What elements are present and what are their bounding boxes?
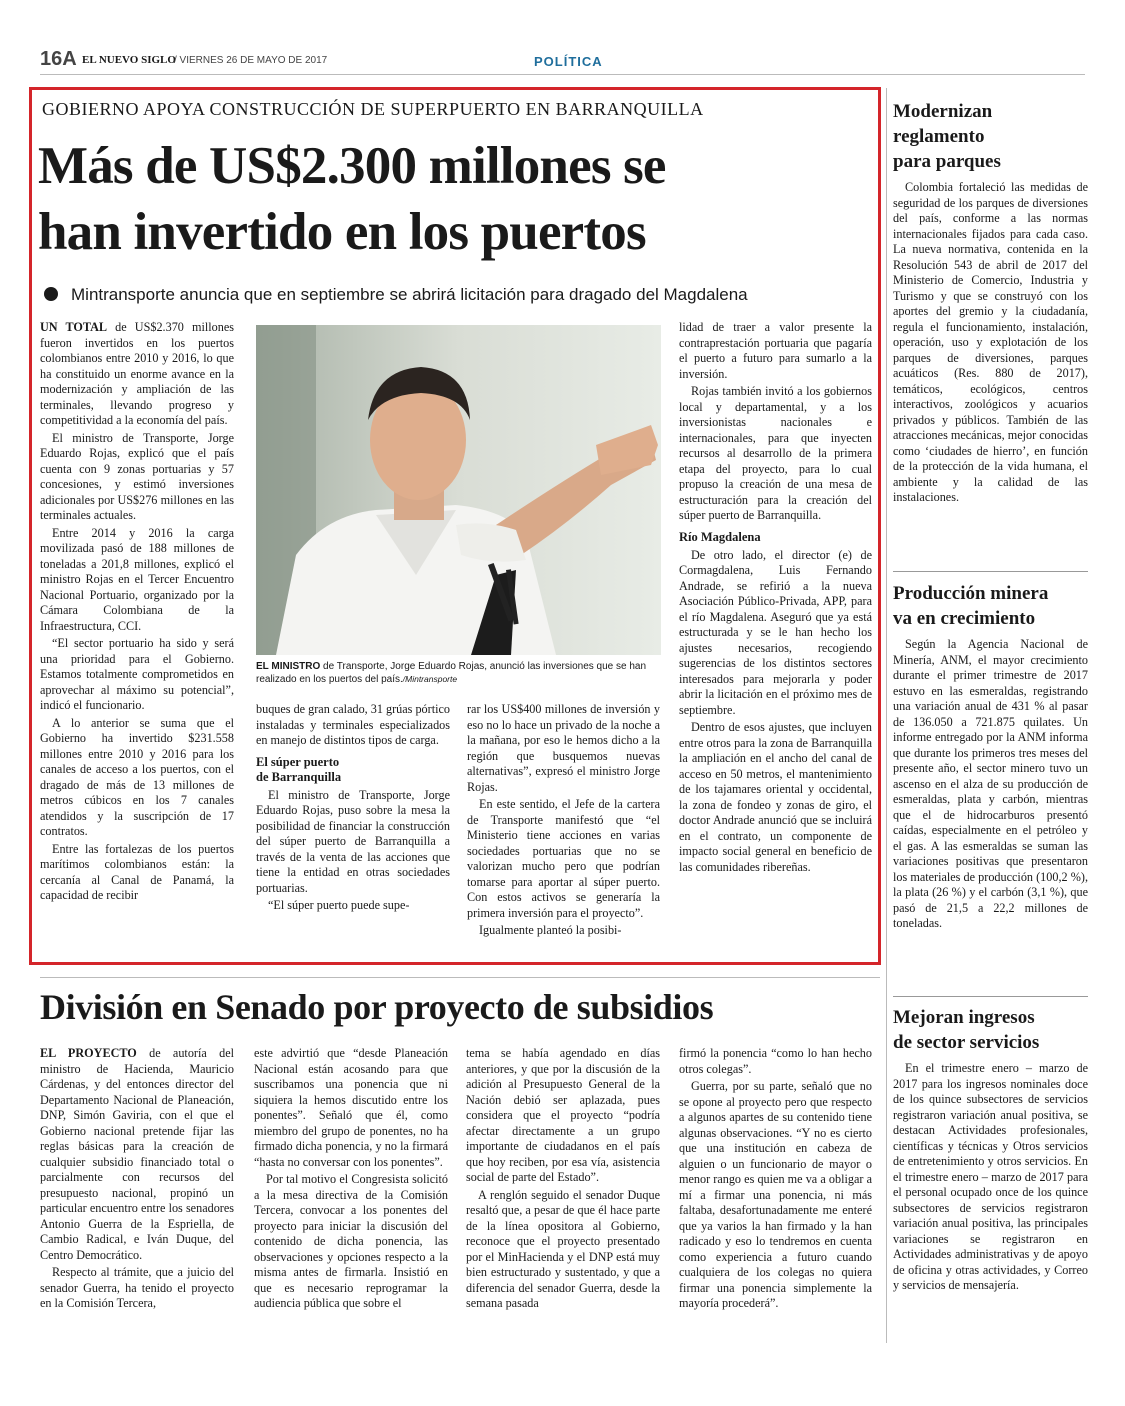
paragraph: A lo anterior se suma que el Gobierno ha invertido $231.558 millones entre 2010 y 2016 para los canales de acceso a los puertos, con el dragado de más de 13 millones de metros cúbicos en los 7 canales atendidos y la suscripción de 17 contratos. [40,715,234,838]
title-line: Mejoran ingresos [893,1007,1035,1028]
paragraph: De otro lado, el director (e) de Cormagdalena, Luis Fernando Andrade, se refirió a la nueva Asociación Público-Privada, APP, para el río Magdalena. Aseguró que ya está estructurada y se le han hecho los ajustes necesarios, recogiendo sugerencias de los distintos sectores interesados para mejorarla y poder abrir la licitación en el próximo mes de septiembre. [679,547,872,717]
subheading: Río Magdalena [679,529,761,544]
paragraph: tema se había agendado en días anteriores, y que por la discusión de la adición al Presupuesto General de la Nación debió ser aplazada, pues considera que el proyecto “podría afectar directamente a un grupo importante de ciudadanos en el país que hoy reciben, por esa vía, asistencia social de parte del Estado”. [466,1046,660,1184]
paragraph [40,320,234,429]
subheading [256,755,450,785]
title-line: de sector servicios [893,1032,1040,1053]
paragraph: lidad de traer a valor presente la contraprestación portuaria que pagaría el puerto a futuro para sumarlo a la inversión. [679,320,872,381]
senate-column-3 [466,1046,660,1314]
paragraph: “El súper puerto puede supe- [268,898,410,912]
title-line: reglamento [893,126,985,147]
minister-photo [256,325,661,655]
subheading-line: de Barranquilla [256,769,342,784]
sidebar-body [893,637,1088,932]
paragraph: firmó la ponencia “como lo han hecho otros colegas”. [679,1046,872,1076]
paragraph: rar los US$400 millones de inversión y eso no lo hace un privado de la noche a la mañana, por eso le hemos dicho a la región que busquemos nuevas alternativas”, expresó el ministro Jorge Rojas. [467,702,660,794]
photo-credit: /Mintransporte [402,674,458,684]
article-column-2 [256,702,450,916]
photo-illustration [256,325,661,655]
section-label: POLÍTICA [534,54,603,69]
paragraph: buques de gran calado, 31 grúas pórtico instaladas y terminales especializados en manejo de distintos tipos de carga. [256,702,450,747]
senate-column-1 [40,1046,234,1314]
paragraph: Guerra, por su parte, señaló que no se opone al proyecto pero que respecto a algunos apartes de su contenido tiene algunas observaciones. “Y no es cierto que una institución en cabeza de alguien o un funcionario de mayor o menor rango es quien me va a obligar a mí a firmar una ponencia, ni más faltaba, desafortunadamente me enteré que ya varios la han firmado y la han radicado y eso lo tendremos en cuenta como experiencia a futuro cuando cualquiera de los colegas no quiera firmar una ponencia simplemente la mayoría procederá”. [679,1079,872,1310]
senate-column-4 [679,1046,872,1314]
sidebar-divider [893,571,1088,572]
sidebar-title [893,1005,1088,1055]
article-kicker: GOBIERNO APOYA CONSTRUCCIÓN DE SUPERPUERTO EN BARRANQUILLA [42,99,704,119]
sidebar-body [893,1061,1088,1294]
paragraph: Entre las fortalezas de los puertos marítimos colombianos están: la cercanía al Canal de Panamá, la capacidad de recibir [40,841,234,902]
title-line: va en crecimiento [893,608,1036,629]
paragraph: Dentro de esos ajustes, que incluyen entre otros para la zona de Barranquilla la ampliación en el ancho del canal de acceso en 50 metros, el mantenimiento de los tajamares oriental y occidental, la zona de fondeo y zonas de giro, el doctor Andrade anunció que se incluirá en el contrato, un componente de impacto social general en beneficio de las comunidades ribereñas. [679,720,872,874]
sidebar-story-mineria [893,581,1088,934]
paragraph: Respecto al trámite, que a juicio del senador Guerra, ha tenido el proyecto en la Comisión Tercera, [40,1265,234,1310]
paragraph: este advirtió que “desde Planeación Nacional están acosando para que suscribamos una ponencia que ni siquiera la hemos discutido entre los ponentes”. Señaló que él, como miembro del grupo de ponentes, no ha firmado dicha ponencia, y no la firmará “hasta no conversar con los ponentes”. [254,1046,448,1169]
paragraph: Colombia fortaleció las medidas de seguridad de los parques de diversiones del país, conforme a las normas internacionales fijados para cada caso. La nueva normativa, contenida en la Resolución 543 de abril de 2017 del Ministerio de Comercio, Industria y Turismo y que se construyó con los aportes del gremio y la ciudadanía, regula el funcionamiento, instalación, operación, uso y explotación de los parques de diversiones, parques acuáticos (Res. 880 de 2017), temáticos, ecológicos, centros interactivos, zoológicos y acuarios privados y públicos. También de las atracciones mecánicas, mejor conocidas como ‘ciudades de hierro’, en función de la protección de la vida humana, el ambiente y la calidad de las instalaciones. [893,180,1088,504]
headline-line: Más de US$2.300 millones se [38,137,666,195]
paragraph: El ministro de Transporte, Jorge Eduardo Rojas, explicó que el país cuenta con 9 zonas portuarias y 57 concesiones, y estimó inversiones adicionales por US$276 millones en las terminales actuales. [40,430,234,522]
article-deck: Mintransporte anuncia que en septiembre se abrirá licitación para dragado del Magdalena [71,285,748,304]
paragraph: Entre 2014 y 2016 la carga movilizada pasó de 188 millones de toneladas a 201,8 millones, explicó el ministro Rojas en el Tercer Encuentro Nacional Portuario, organizado por la Cámara Colombiana de la Infraestructura, CCI. [40,525,234,633]
sidebar-divider [893,996,1088,997]
paragraph: En este sentido, el Jefe de la cartera de Transporte manifestó que “el Ministerio tiene acciones en varias sociedades portuarias que no se valorizan mucho pero que podrían tomarse para aportar al súper puerto. Con estos activos se generaría la primera inversión para el proyecto”. [467,797,660,920]
paragraph-text: de US$2.370 millones fueron invertidos en los puertos colombianos entre 2010 y 2016, lo que ha constituido un enorme avance en la modernización y ampliación de las terminales, llevando progreso y competitividad a la economía del país. [40,320,234,427]
article-column-1 [40,320,234,906]
title-line: para parques [893,151,1001,172]
paragraph: A renglón seguido el senador Duque resaltó que, a pesar de que él hace parte de la línea opositora al Gobierno, reconoce que el proyecto presentado por el MinHacienda y el DNP está muy bien estructurado y sustentado, y que a diferencia del senador Guerra, desde la semana pasada [466,1187,660,1310]
lead-in: UN TOTAL [40,320,108,334]
paragraph: Igualmente planteó la posibi- [479,923,622,937]
caption-lead: EL MINISTRO [256,661,321,672]
title-line: Producción minera [893,583,1049,604]
article-headline [38,133,858,265]
headline-line: han invertido en los puertos [38,203,646,261]
paragraph: “El sector portuario ha sido y será una prioridad para el Gobierno. Estamos totalmente comprometidos en aprovechar al máximo su potencial”, indicó el funcionario. [40,636,234,712]
paragraph: Por tal motivo el Congresista solicitó a la mesa directiva de la Comisión Tercera, convocar a los ponentes del proyecto para iniciar la discusión del contenido de dicha ponencia, las observaciones y opciones respecto a la misma antes de firmarla. Insistió en que es necesario reprogramar la audiencia pública que sobre el [254,1172,448,1310]
sidebar-body [893,180,1088,506]
caption-text: de Transporte, Jorge Eduardo Rojas, anunció las inversiones que se han realizado en los puertos del país. [256,661,647,685]
newspaper-name: EL NUEVO SIGLO [82,54,176,66]
paragraph: Según la Agencia Nacional de Minería, ANM, el mayor crecimiento durante el primer trimestre de 2017 estuvo en las esmeraldas, registrando una variación anual de 431 % al pasar de 136.050 a 721.875 quilates. Un informe entregado por la ANM informa que durante los primeros tres meses del presente año, el sector minero tuvo un ascenso en el alza de su producción de esmeraldas, plata y carbón, mientras que el de hidrocarburos presentó caídas, especialmente en el petróleo y el gas. A las esmeraldas se suman las variaciones positivas que presentaron los materiales de producción (100,2 %), la plata (26 %) y el carbón (3,1 %), que pasó de 21,5 a 22,2 millones de toneladas. [893,637,1088,930]
paragraph: Rojas también invitó a los gobiernos local y departamental, y a los inversionistas nacionales e internacionales, para que inyecten recursos al desarrollo de la primera etapa del proyecto, para lo cual propuso la creación de una mesa de estructuración para la creación del súper puerto de Barranquilla. [679,384,872,522]
page-number: 16A [40,48,77,70]
article-divider [40,977,880,978]
bullet-icon [44,287,58,301]
paragraph [40,1046,234,1263]
paragraph-text: de autoría del ministro de Hacienda, Mauricio Cárdenas, y del entonces director del Departamento Nacional de Planeación, DNP, Simón Gaviria, con el que el Gobierno nacional pretende fijar las reglas básicas para la creación de cualquier subsidio financiado total o parcialmente con recursos del presupuesto nacional, propinó un particular encuentro entre los senadores Antonio Guerra de la Espriella, de Cambio Radical, e Iván Duque, del Centro Democrático. [40,1046,234,1262]
issue-date: / VIERNES 26 DE MAYO DE 2017 [174,55,328,66]
sidebar-title [893,99,1088,174]
article-column-4 [679,320,872,877]
photo-caption [256,660,661,686]
lead-in: EL PROYECTO [40,1046,137,1060]
paragraph: En el trimestre enero – marzo de 2017 para los ingresos nominales doce de los quince subsectores de servicios registraron variación anual positiva, se destacan Actividades profesionales, científicas y técnicas y Otros servicios de entretenimiento y otros servicios. En el trimestre enero – marzo de 2017 para el personal ocupado once de los quince subsectores de servicios registraron variación anual positiva, las principales variaciones se registraron en Actividades administrativas y de apoyo de oficina y otras actividades, y Correo y servicios de mensajería. [893,1061,1088,1292]
sidebar-title [893,581,1088,631]
paragraph: El ministro de Transporte, Jorge Eduardo Rojas, puso sobre la mesa la posibilidad de financiar la construcción del súper puerto de Barranquilla a través de la venta de las acciones que tiene la entidad en otras sociedades portuarias. [256,787,450,895]
senate-column-2 [254,1046,448,1314]
sidebar-story-servicios [893,1005,1088,1296]
header-divider [40,74,1085,75]
title-line: Modernizan [893,101,993,122]
senate-headline: División en Senado por proyecto de subsidios [40,987,714,1027]
column-divider [886,88,887,1343]
sidebar-story-parques [893,99,1088,508]
article-column-3 [467,702,660,941]
page-header [40,48,1085,76]
subheading-line: El súper puerto [256,754,340,769]
